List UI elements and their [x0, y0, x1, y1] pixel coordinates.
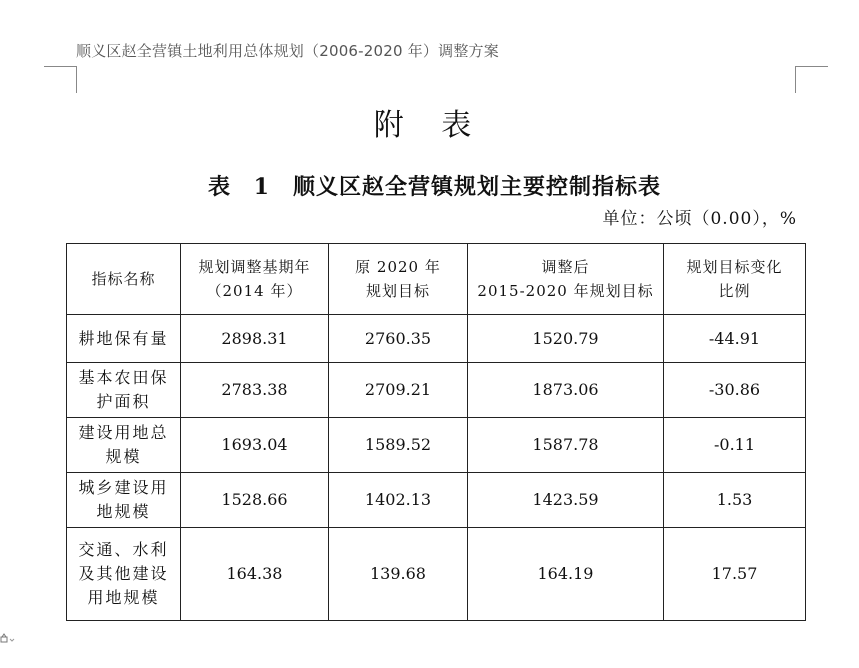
change-ratio-value: 17.57	[664, 528, 806, 621]
table-row	[67, 315, 806, 363]
header-base-year: 规划调整基期年 （2014 年）	[181, 244, 329, 315]
indicator-name: 城乡建设用 地规模	[67, 473, 181, 528]
original-target-value: 139.68	[329, 528, 468, 621]
header-original-target: 原 2020 年 规划目标	[329, 244, 468, 315]
adjusted-target-value: 1423.59	[468, 473, 664, 528]
indicator-name: 建设用地总 规模	[67, 418, 181, 473]
table-row	[67, 363, 806, 418]
base-value: 164.38	[181, 528, 329, 621]
table-row	[67, 528, 806, 621]
header-corner-right	[795, 66, 828, 93]
indicator-name: 耕地保有量	[67, 315, 181, 363]
original-target-value: 2709.21	[329, 363, 468, 418]
change-ratio-value: -0.11	[664, 418, 806, 473]
adjusted-target-value: 1587.78	[468, 418, 664, 473]
table-row	[67, 418, 806, 473]
indicator-name: 基本农田保 护面积	[67, 363, 181, 418]
header-change-ratio: 规划目标变化 比例	[664, 244, 806, 315]
control-indicator-table	[66, 243, 806, 621]
base-value: 1528.66	[181, 473, 329, 528]
change-ratio-value: -30.86	[664, 363, 806, 418]
original-target-value: 2760.35	[329, 315, 468, 363]
adjusted-target-value: 1520.79	[468, 315, 664, 363]
original-target-value: 1402.13	[329, 473, 468, 528]
header-adjusted-target: 调整后 2015-2020 年规划目标	[468, 244, 664, 315]
change-ratio-value: 1.53	[664, 473, 806, 528]
sidebar-tool-icon[interactable]	[0, 630, 16, 646]
table-header-row	[67, 244, 806, 315]
base-value: 2783.38	[181, 363, 329, 418]
header-indicator-name: 指标名称	[67, 244, 181, 315]
adjusted-target-value: 164.19	[468, 528, 664, 621]
header-corner-left	[44, 66, 77, 93]
original-target-value: 1589.52	[329, 418, 468, 473]
table-title: 表 1 顺义区赵全营镇规划主要控制指标表	[208, 174, 661, 200]
base-value: 1693.04	[181, 418, 329, 473]
table-row	[67, 473, 806, 528]
indicator-name: 交通、水利 及其他建设 用地规模	[67, 528, 181, 621]
unit-note: 单位：公顷（0.00），%	[602, 209, 797, 229]
page-heading: 附 表	[373, 108, 486, 143]
adjusted-target-value: 1873.06	[468, 363, 664, 418]
running-header: 顺义区赵全营镇土地利用总体规划（2006-2020 年）调整方案	[76, 42, 499, 60]
base-value: 2898.31	[181, 315, 329, 363]
change-ratio-value: -44.91	[664, 315, 806, 363]
